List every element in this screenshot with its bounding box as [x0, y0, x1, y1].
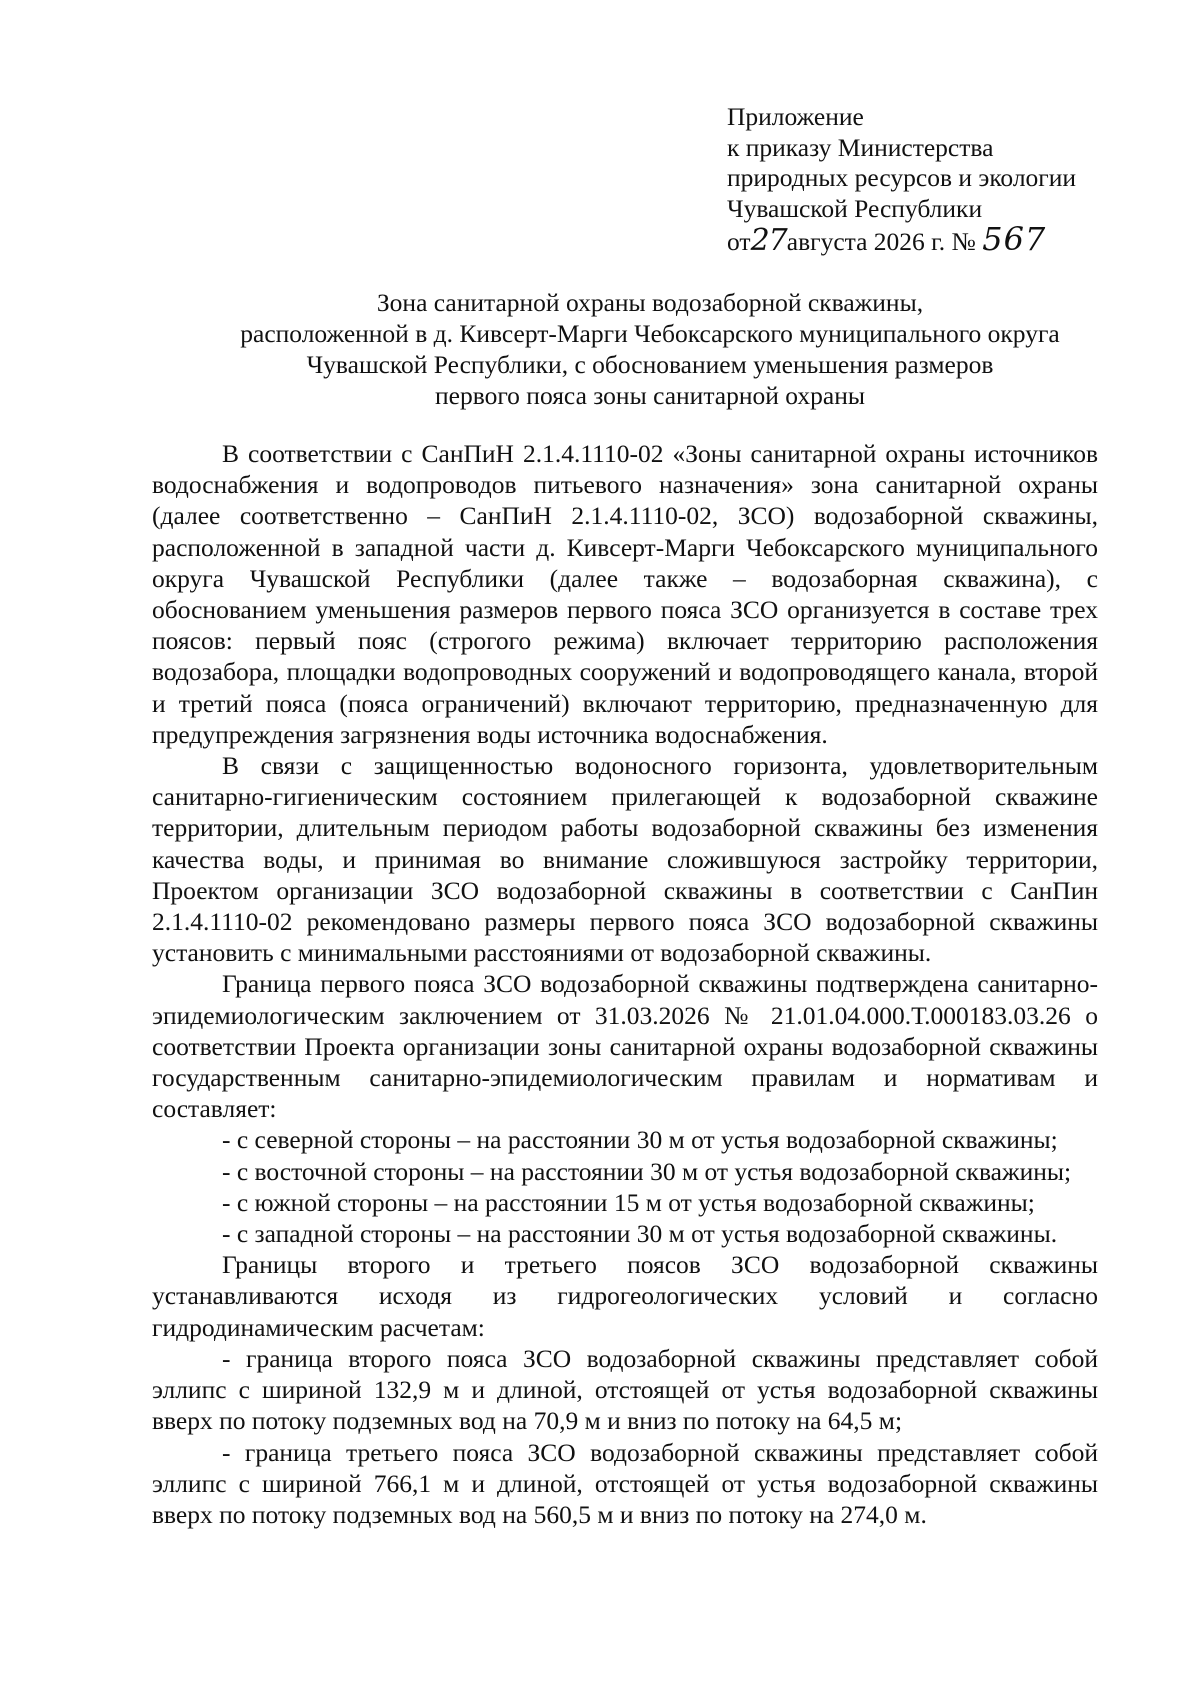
- paragraph-1: В соответствии с СанПиН 2.1.4.1110-02 «Зоны санитарной охраны источников водоснабжения и водопроводов питьевого назначения» зона санитарной охраны (далее соответственно – СанПиН 2.1.4.1110-02, ЗСО) водозаборной скважины, расположенной в западной части д. Кивсерт-Марги Чебоксарского муниципального округа Чувашской Республики (далее также – водозаборная скважина), с обоснованием уменьшения размеров первого пояса ЗСО организуется в составе трех поясов: первый пояс (строгого режима) включает территорию расположения водозабора, площадки водопроводных сооружений и водопроводящего канала, второй и третий пояса (пояса ограничений) включают территорию, предназначенную для предупреждения загрязнения воды источника водоснабжения.: [152, 439, 1098, 749]
- paragraph-4: Границы второго и третьего поясов ЗСО водозаборной скважины устанавливаются исходя из гидрогеологических условий и согласно гидродинамическим расчетам:: [152, 1250, 1098, 1342]
- appendix-header: [727, 102, 1147, 258]
- paragraph-2: В связи с защищенностью водоносного горизонта, удовлетворительным санитарно-гигиеническим состоянием прилегающей к водозаборной скважине территории, длительным периодом работы водозаборной скважины без изменения качества воды, и принимая во внимание сложившуюся застройку территории, Проектом организации ЗСО водозаборной скважины в соответствии с СанПин 2.1.4.1110-02 рекомендовано размеры первого пояса ЗСО водозаборной скважины установить с минимальными расстояниями от водозаборной скважины.: [152, 751, 1098, 968]
- order-date-line: [727, 220, 1147, 258]
- title-line-3: Чувашской Республики, с обоснованием уменьшения размеров: [306, 350, 994, 379]
- handwritten-day: 27: [750, 223, 787, 258]
- list-item-west: - с западной стороны – на расстоянии 30 м от устья водозаборной скважины.: [222, 1219, 1058, 1249]
- list-item-third-belt: - граница третьего пояса ЗСО водозаборной скважины представляет собой эллипс с шириной 766,1 м и длиной, отстоящей от устья водозаборной скважины вверх по потоку подземных вод на 560,5 м и вниз по потоку на 274,0 м.: [152, 1437, 1098, 1529]
- date-rest: августа 2026 г. №: [786, 227, 976, 256]
- list-item-south: - с южной стороны – на расстоянии 15 м от устья водозаборной скважины;: [222, 1187, 1035, 1217]
- document-body: [152, 438, 1098, 1530]
- appendix-line-4: Чувашской Республики: [727, 193, 983, 223]
- paragraph-3: Граница первого пояса ЗСО водозаборной скважины подтверждена санитарно-эпидемиологическим заключением от 31.03.2026 № 21.01.04.000.Т.000183.03.26 о соответствии Проекта организации зоны санитарной охраны водозаборной скважины государственным санитарно-эпидемиологическим правилам и нормативам и составляет:: [152, 969, 1098, 1124]
- appendix-line-3: природных ресурсов и экологии: [727, 163, 1077, 192]
- list-item-east: - с восточной стороны – на расстоянии 30 м от устья водозаборной скважины;: [222, 1156, 1072, 1186]
- title-line-2: расположенной в д. Кивсерт-Марги Чебоксарского муниципального округа: [240, 319, 1060, 348]
- document-title: [150, 287, 1150, 411]
- title-line-4: первого пояса зоны санитарной охраны: [435, 381, 865, 410]
- handwritten-order-number: 567: [982, 220, 1047, 258]
- date-prefix: от: [727, 227, 751, 256]
- title-line-1: Зона санитарной охраны водозаборной скважины,: [376, 288, 924, 317]
- list-item-north: - с северной стороны – на расстоянии 30 м от устья водозаборной скважины;: [222, 1125, 1058, 1155]
- appendix-line-1: Приложение: [727, 102, 864, 131]
- appendix-line-2: к приказу Министерства: [727, 132, 994, 162]
- list-item-second-belt: - граница второго пояса ЗСО водозаборной скважины представляет собой эллипс с шириной 132,9 м и длиной, отстоящей от устья водозаборной скважины вверх по потоку подземных вод на 70,9 м и вниз по потоку на 64,5 м;: [152, 1343, 1098, 1436]
